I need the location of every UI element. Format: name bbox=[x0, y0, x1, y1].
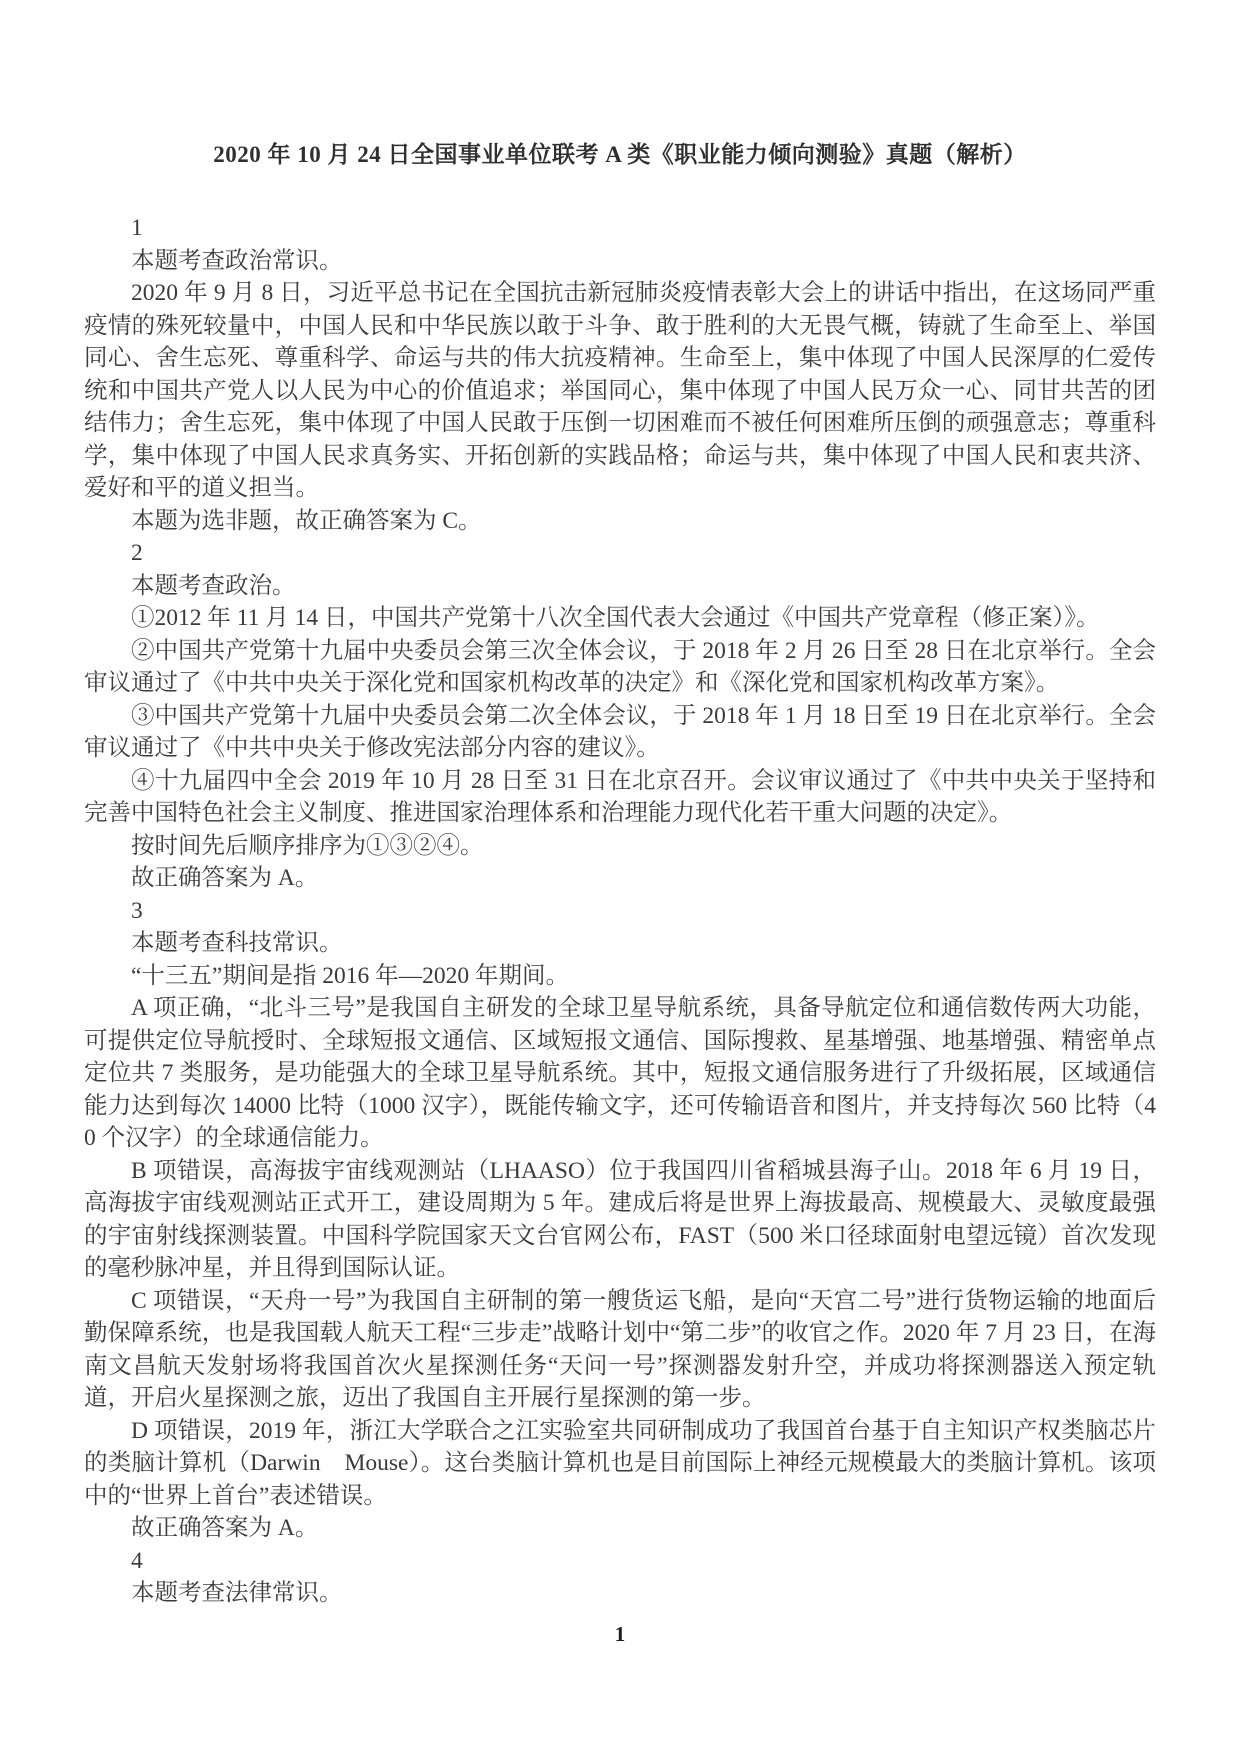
paragraph: 本题考查法律常识。 bbox=[131, 1580, 343, 1606]
paragraph: 本题为选非题，故正确答案为 C。 bbox=[131, 507, 482, 534]
paragraph: ④十九届四中全会 2019 年 10 月 28 日至 31 日在北京召开。会议审议通过了《中共中央关于坚持和完善中国特色社会主义制度、推进国家治理体系和治理能力现代化若干重大问题的决定》。 bbox=[84, 767, 1156, 826]
paragraph: D 项错误，2019 年，浙江大学联合之江实验室共同研制成功了我国首台基于自主知识产权类脑芯片的类脑计算机（Darwin Mouse）。这台类脑计算机也是目前国际上神经元规模最大的类脑计算机。该项中的“世界上首台”表述错误。 bbox=[84, 1417, 1156, 1509]
paragraph: ②中国共产党第十九届中央委员会第三次全体会议，于 2018 年 2 月 26 日至 28 日在北京举行。全会审议通过了《中共中央关于深化党和国家机构改革的决定》和《深化党和国家机构改革方案》。 bbox=[84, 637, 1156, 696]
paragraph: 2 bbox=[131, 540, 143, 566]
document-body bbox=[84, 212, 1156, 1610]
paragraph: A 项正确，“北斗三号”是我国自主研发的全球卫星导航系统，具备导航定位和通信数传两大功能，可提供定位导航授时、全球短报文通信、区域短报文通信、国际搜救、星基增强、地基增强、精密单点定位共 7 类服务，是功能强大的全球卫星导航系统。其中，短报文通信服务进行了升级拓展，区域通信能力达到每次 14000 比特（1000 汉字），既能传输文字，还可传输语音和图片，并支持每次 560 比特（40 个汉字）的全球通信能力。 bbox=[84, 995, 1156, 1151]
paragraph: 本题考查政治常识。 bbox=[131, 247, 343, 274]
paragraph: 故正确答案为 A。 bbox=[131, 1515, 319, 1541]
document-title: 2020 年 10 月 24 日全国事业单位联考 A 类《职业能力倾向测验》真题（解析） bbox=[213, 142, 1027, 167]
paragraph: ③中国共产党第十九届中央委员会第二次全体会议，于 2018 年 1 月 18 日至 19 日在北京举行。全会审议通过了《中共中央关于修改宪法部分内容的建议》。 bbox=[84, 702, 1156, 761]
paragraph: 2020 年 9 月 8 日，习近平总书记在全国抗击新冠肺炎疫情表彰大会上的讲话中指出，在这场同严重疫情的殊死较量中，中国人民和中华民族以敢于斗争、敢于胜利的大无畏气概，铸就了生命至上、举国同心、舍生忘死、尊重科学、命运与共的伟大抗疫精神。生命至上，集中体现了中国人民深厚的仁爱传统和中国共产党人以人民为中心的价值追求；举国同心，集中体现了中国人民万众一心、同甘共苦的团结伟力；舍生忘死，集中体现了中国人民敢于压倒一切困难而不被任何困难所压倒的顽强意志；尊重科学，集中体现了中国人民求真务实、开拓创新的实践品格；命运与共，集中体现了中国人民和衷共济、爱好和平的道义担当。 bbox=[84, 280, 1156, 501]
paragraph: 故正确答案为 A。 bbox=[131, 865, 319, 891]
paragraph: C 项错误，“天舟一号”为我国自主研制的第一艘货运飞船，是向“天宫二号”进行货物运输的地面后勤保障系统，也是我国载人航天工程“三步走”战略计划中“第二步”的收官之作。2020 年 7 月 23 日，在海南文昌航天发射场将我国首次火星探测任务“天问一号”探测器发射升空，并成功将探测器送入预定轨道，开启火星探测之旅，迈出了我国自主开展行星探测的第一步。 bbox=[84, 1287, 1156, 1411]
paragraph: “十三五”期间是指 2016 年—2020 年期间。 bbox=[131, 962, 569, 989]
paragraph: 本题考查科技常识。 bbox=[131, 930, 343, 956]
paragraph: 本题考查政治。 bbox=[131, 572, 296, 599]
paragraph: 3 bbox=[131, 897, 143, 924]
paragraph: 按时间先后顺序排序为①③②④。 bbox=[131, 832, 484, 859]
paragraph: 1 bbox=[131, 215, 143, 241]
paragraph: B 项错误，高海拔宇宙线观测站（LHAASO）位于我国四川省稻城县海子山。2018 年 6 月 19 日，高海拔宇宙线观测站正式开工，建设周期为 5 年。建成后将是世界上海拔最高、规模最大、灵敏度最强的宇宙射线探测装置。中国科学院国家天文台官网公布，FAST（500 米口径球面射电望远镜）首次发现的毫秒脉冲星，并且得到国际认证。 bbox=[84, 1157, 1156, 1281]
page-number: 1 bbox=[614, 1622, 626, 1646]
paragraph: ①2012 年 11 月 14 日，中国共产党第十八次全国代表大会通过《中国共产党章程（修正案）》。 bbox=[131, 605, 1100, 631]
paragraph: 4 bbox=[131, 1547, 143, 1574]
